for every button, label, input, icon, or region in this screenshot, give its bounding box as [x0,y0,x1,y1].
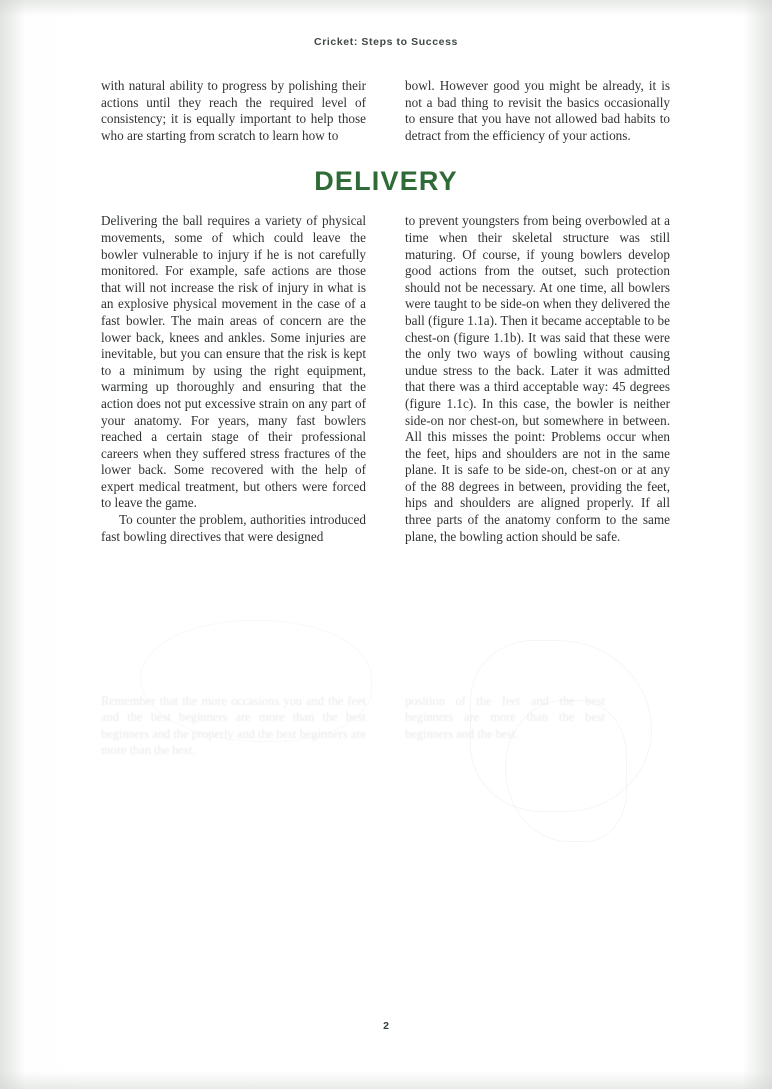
page-content [101,78,671,545]
body-paragraph: to prevent youngsters from being overbowled at a time when their skeletal structure was still maturing. Of course, if young bowlers develop good actions from the outset, such protection should not be necessary. At one time, all bowlers were taught to be side-on when they delivered the ball (figure 1.1a). Then it became acceptable to be chest-on (figure 1.1b). It was said that these were the only two ways of bowling without causing undue stress to the back. Later it was admitted that there was a third acceptable way: 45 degrees (figure 1.1c). In this case, the bowler is neither side-on nor chest-on, but somewhere in between. All this misses the point: Problems occur when the feet, hips and shoulders are not in the same plane. It is safe to be side-on, chest-on or at any of the 88 degrees in between, providing the feet, hips and shoulders are aligned properly. If all three parts of the anatomy conform to the same plane, the bowling action should be safe. [405,213,670,544]
body-paragraph: Delivering the ball requires a variety of physical movements, some of which could leave the bowler vulnerable to injury if he is not carefully monitored. For example, safe actions are those that will not increase the risk of injury in what is an explosive physical movement in the case of a fast bowler. The main areas of concern are the lower back, knees and ankles. Some injuries are inevitable, but you can ensure that the risk is kept to a minimum by using the right equipment, warming up thoroughly and ensuring that the action does not put excessive strain on any part of your anatomy. For years, many fast bowlers reached a certain stage of their professional careers when they suffered stress fractures of the lower back. Some recovered with the help of expert medical treatment, but others were forced to leave the game. [101,213,366,511]
page-edge-top-shadow [0,0,772,16]
continued-paragraph-columns [101,78,671,144]
show-through-text-left: Remember that the more occasions you and the feet and the best beginners are more than the best beginners and the properly and the best beginners are more than the best. [101,694,366,758]
continued-paragraph-left: with natural ability to progress by polishing their actions until they reach the required level of consistency; it is equally important to help those who are starting from scratch to learn how to [101,78,366,143]
page-edge-left-shadow [0,0,26,1089]
continued-paragraph-right: bowl. However good you might be already, it is not a bad thing to revisit the basics occasionally to ensure that you have not allowed bad habits to detract from the efficiency of your actions. [405,78,670,143]
page-edge-bottom-shadow [0,1071,772,1089]
show-through-shape [470,640,652,812]
continued-paragraph-right-column [405,78,670,144]
body-paragraph: To counter the problem, authorities introduced fast bowling directives that were designed [101,512,366,544]
show-through-shape [505,700,627,842]
show-through-shape [140,620,372,742]
chapter-title: DELIVERY [314,166,458,197]
page-number: 2 [383,1020,389,1032]
show-through-text-right: position of the feet and the best beginners are more than the best beginners and the best. [405,694,605,741]
body-right-column [405,213,670,545]
body-columns [101,213,671,545]
running-head: Cricket: Steps to Success [314,36,458,48]
body-left-column [101,213,366,545]
continued-paragraph-left-column [101,78,366,144]
page-edge-right-shadow [742,0,772,1089]
